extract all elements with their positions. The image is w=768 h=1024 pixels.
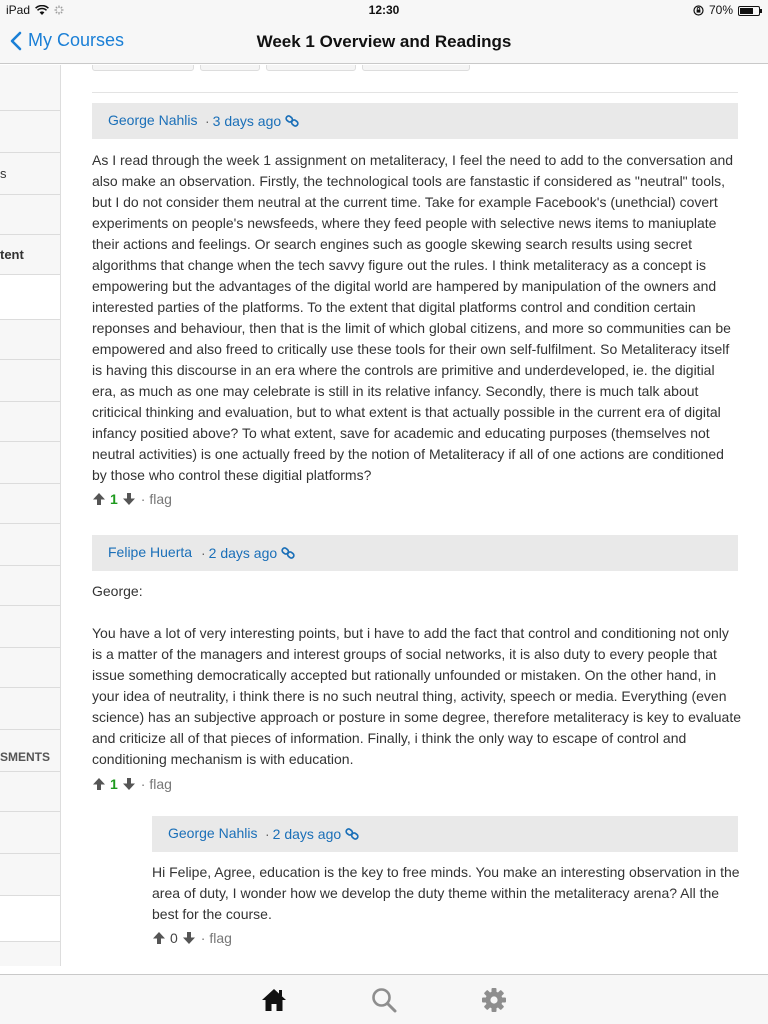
post-header (92, 535, 738, 571)
sidebar-item[interactable] (0, 111, 61, 153)
sidebar-item-content[interactable] (0, 235, 61, 275)
sidebar-item-active[interactable] (0, 275, 61, 320)
permalink-icon[interactable] (281, 547, 295, 559)
sidebar-item[interactable] (0, 812, 61, 854)
sidebar-section-label: SMENTS (0, 750, 51, 764)
post-text: Hi Felipe, Agree, education is the key to free minds. You make an interesting observation in the area of duty, I wonder how we develop the duty theme within the metaliteracy arena? All the best for the course. (152, 864, 740, 922)
sidebar-item[interactable] (0, 65, 61, 111)
bottom-tab-bar (0, 974, 768, 1024)
vote-count: 1 (110, 491, 118, 507)
sidebar-section-assignments (0, 730, 61, 772)
vote-count: 0 (170, 930, 178, 946)
sidebar-item[interactable] (0, 688, 61, 730)
sidebar-item[interactable] (0, 484, 61, 524)
vote-controls (152, 930, 232, 946)
permalink-icon[interactable] (345, 828, 359, 840)
tab-button[interactable] (362, 65, 470, 71)
post-author[interactable]: George Nahlis (168, 825, 258, 841)
flag-link[interactable]: · flag (140, 776, 172, 792)
tab-button[interactable] (266, 65, 356, 71)
sidebar-item[interactable] (0, 195, 61, 235)
sidebar-item[interactable] (0, 320, 61, 360)
post-meta: · 2 days ago (262, 826, 359, 842)
vote-controls (92, 776, 172, 792)
sidebar-item[interactable] (0, 648, 61, 688)
flag-link[interactable]: · flag (200, 930, 232, 946)
vote-controls (92, 491, 172, 507)
downvote-arrow-icon[interactable] (122, 777, 136, 791)
tab-button[interactable] (92, 65, 194, 71)
navigation-bar (0, 20, 768, 64)
vote-count: 1 (110, 776, 118, 792)
search-icon[interactable] (370, 986, 398, 1014)
post-meta: · 2 days ago (198, 545, 295, 561)
flag-link[interactable]: · flag (140, 491, 172, 507)
post-body (92, 150, 742, 486)
post-body (92, 581, 742, 602)
sidebar-item[interactable] (0, 606, 61, 648)
post-body (92, 623, 742, 770)
gear-icon[interactable] (480, 986, 508, 1014)
post-author[interactable]: George Nahlis (108, 112, 198, 128)
downvote-arrow-icon[interactable] (182, 931, 196, 945)
sidebar-item[interactable] (0, 524, 61, 566)
post-time[interactable]: 3 days ago (212, 113, 282, 129)
status-time: 12:30 (368, 3, 400, 17)
reply-header (152, 816, 738, 852)
divider (92, 92, 738, 93)
post-salutation: George: (92, 583, 143, 599)
page-title: Week 1 Overview and Readings (256, 32, 512, 51)
post-header (92, 103, 738, 139)
battery-percent: 70% (708, 3, 733, 17)
permalink-icon[interactable] (285, 115, 299, 127)
sidebar-item[interactable] (0, 402, 61, 442)
post-text: You have a lot of very interesting points, but i have to add the fact that control and conditioning not only is a matter of the managers and interest groups of social networks, it is also duty to every people that issue something democratically accepted but rationally unfounded or mistaken. On the other hand, in your idea of neutrality, i think there is no such neutral thing, activity, speech or media. Everything (even science) has an subjective approach or posture in some degree, therefore metaliteracy is key to evaluate and criticize all of that pieces of information. Finally, i think the only way to escape of control and conditioning mechanism is with education. (92, 625, 742, 767)
sidebar-item-label: tent (0, 247, 24, 262)
tab-button[interactable] (200, 65, 260, 71)
post-time[interactable]: 2 days ago (208, 545, 278, 561)
downvote-arrow-icon[interactable] (122, 492, 136, 506)
post-text: As I read through the week 1 assignment on metaliteracy, I feel the need to add to the conversation and also make an observation. Firstly, the technological tools are fanstastic if considered as "neutral" tools, but I do not consider them neutral at the current time. Take for example Facebook's (unethcial) covert experiments on people's newsfeeds, where they feed people with selective news items to maniuplate their actions and feelings. Or search engines such as google skewing search results using secret algorithms that change when the tech savvy figure out the rules. I think metaliteracy as a concept is empowering but the advantages of the digital world are hampered by manipulation of the owners and interested parties of the platforms. To the extent that digital platforms control and condition certain reponses and behaviour, then that is the limit of which global citizens, and more so communities can be empowered and also freed to critically use these tools for their own self-fulfilment. So Metaliteracy itself is having this discourse in an era where the controls are primitive and underdeveloped, ie. the digitial era, as much as one may celebrate is still in its relative infancy. Secondly, there is much talk about criticical thinking and evaluation, but to what extent is that actually possible in the current era of digital infancy positied above? To what extent, save for academic and educating purposes (themselves not neutral activities) is one actually freed by the notion of Metaliteracy if all of one actions are conditioned by those who control these digitial platforms? (92, 152, 734, 483)
sidebar-item[interactable] (0, 442, 61, 484)
status-bar (0, 0, 768, 20)
upvote-arrow-icon[interactable] (92, 777, 106, 791)
sidebar-item[interactable] (0, 896, 61, 942)
back-button-label: My Courses (28, 30, 125, 50)
sidebar-item[interactable] (0, 566, 61, 606)
post-author[interactable]: Felipe Huerta (108, 544, 193, 560)
orientation-lock-icon (693, 5, 704, 16)
sidebar-item[interactable] (0, 772, 61, 812)
battery-icon (738, 6, 760, 16)
device-label: iPad (6, 3, 31, 17)
post-time[interactable]: 2 days ago (272, 826, 342, 842)
discussion-thread (62, 65, 768, 966)
sidebar-item[interactable] (0, 854, 61, 896)
sidebar-item[interactable] (0, 153, 61, 195)
post-meta: · 3 days ago (202, 113, 299, 129)
upvote-arrow-icon[interactable] (152, 931, 166, 945)
sidebar-item-label: s (0, 166, 7, 181)
reply-body (152, 862, 742, 925)
sidebar-item[interactable] (0, 360, 61, 402)
upvote-arrow-icon[interactable] (92, 492, 106, 506)
course-sidebar (0, 65, 61, 966)
home-icon[interactable] (260, 986, 288, 1014)
